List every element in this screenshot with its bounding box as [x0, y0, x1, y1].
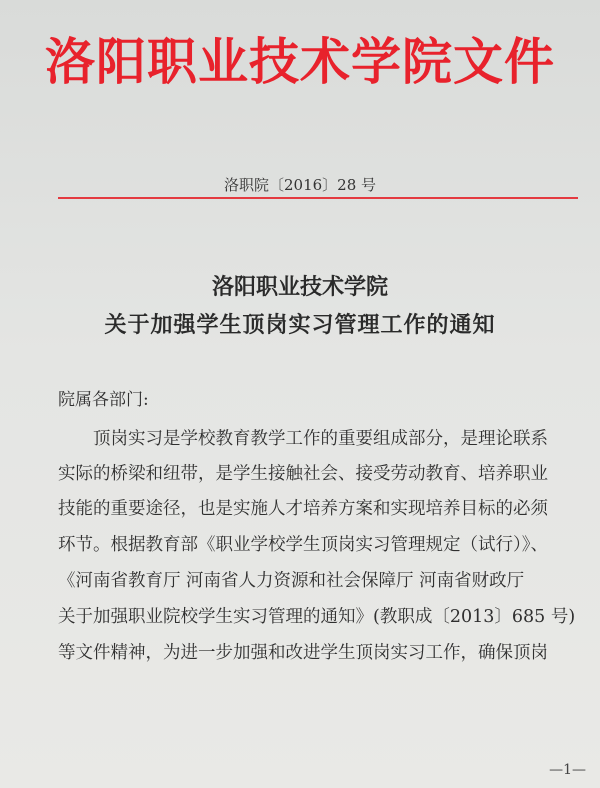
body-line: 顶岗实习是学校教育教学工作的重要组成部分，是理论联系: [93, 429, 548, 449]
notice-title-line1: 洛阳职业技术学院: [211, 274, 388, 300]
body-line: 等文件精神，为进一步加强和改进学生顶岗实习工作，确保顶岗: [58, 643, 548, 663]
document-number: 洛职院〔2016〕28 号: [223, 176, 377, 194]
header-red-rule: [58, 197, 578, 199]
body-line: 关于加强职业院校学生实习管理的通知》(教职成〔2013〕685 号): [58, 607, 576, 627]
body-line: 《河南省教育厅 河南省人力资源和社会保障厅 河南省财政厅: [58, 571, 525, 591]
body-line: 技能的重要途径，也是实施人才培养方案和实现培养目标的必须: [58, 499, 548, 519]
page-number: —1—: [549, 762, 586, 778]
body-line: 环节。根据教育部《职业学校学生顶岗实习管理规定（试行）》、: [58, 535, 548, 555]
notice-title-line2: 关于加强学生顶岗实习管理工作的通知: [104, 312, 496, 338]
document-header-title: 洛阳职业技术学院文件: [45, 33, 555, 91]
body-line: 实际的桥梁和纽带，是学生接触社会、接受劳动教育、培养职业: [58, 464, 548, 484]
addressee: 院属各部门:: [58, 390, 149, 410]
